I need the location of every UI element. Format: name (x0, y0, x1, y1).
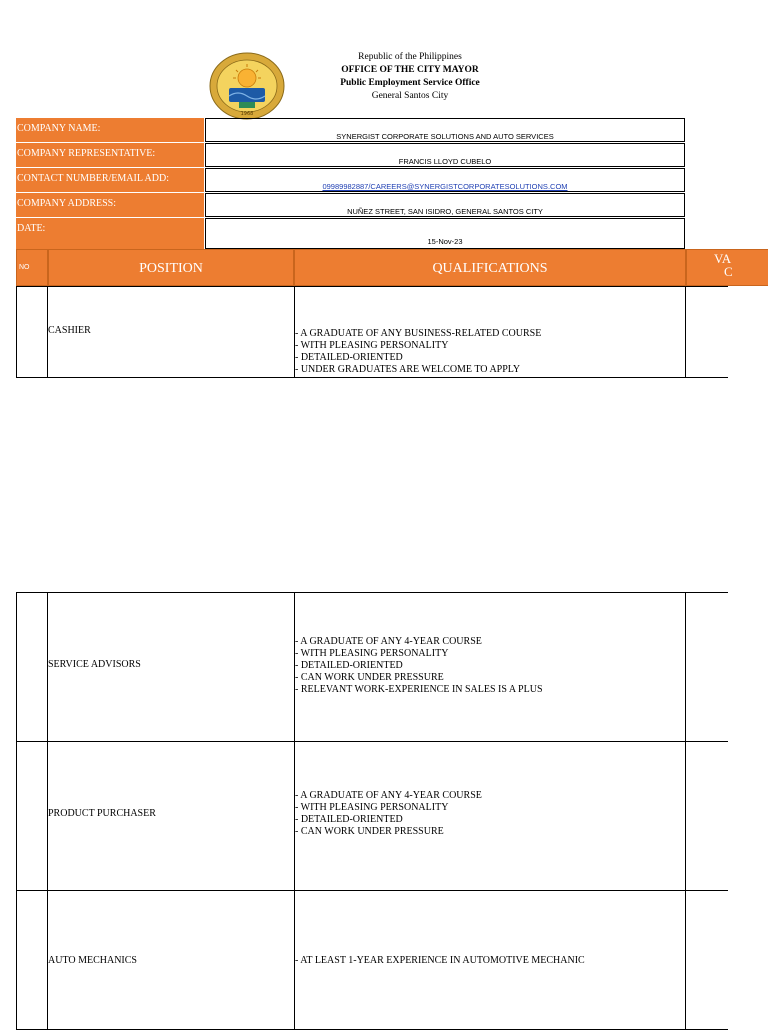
table-row-qualifications (295, 328, 541, 376)
qualification-item: - DETAILED-ORIENTED (295, 352, 403, 363)
qualification-item: - AT LEAST 1-YEAR EXPERIENCE IN AUTOMOTIVE MECHANIC (295, 955, 585, 966)
table-row-qualifications (295, 955, 585, 967)
table-row-qualifications (295, 636, 543, 696)
date-label: DATE: (16, 218, 204, 249)
qualification-item: - A GRADUATE OF ANY 4-YEAR COURSE (295, 636, 482, 647)
column-header-vacancies-line2: C (724, 264, 733, 279)
table-row-vacancies-cell (685, 741, 728, 891)
qualification-item: - DETAILED-ORIENTED (295, 660, 403, 671)
column-header-vacancies-line1: VA (714, 251, 732, 266)
company-name-label: COMPANY NAME: (16, 118, 204, 142)
company-name-value: SYNERGIST CORPORATE SOLUTIONS AND AUTO SERVICES (205, 118, 685, 142)
table-row-vacancies-cell (685, 286, 728, 378)
qualification-item: - DETAILED-ORIENTED (295, 814, 403, 825)
table-row-qualifications (295, 790, 482, 838)
company-representative-label: COMPANY REPRESENTATIVE: (16, 143, 204, 167)
table-row-position: SERVICE ADVISORS (48, 659, 141, 670)
table-row-no-cell (16, 890, 48, 1030)
column-header-qualifications: QUALIFICATIONS (294, 249, 686, 286)
table-row-no-cell (16, 286, 48, 378)
qualification-item: - UNDER GRADUATES ARE WELCOME TO APPLY (295, 364, 521, 375)
city-seal-logo (209, 52, 285, 120)
header-division: Public Employment Service Office (340, 78, 480, 88)
column-header-vacancies (686, 249, 768, 286)
company-address-value: NUÑEZ STREET, SAN ISIDRO, GENERAL SANTOS CITY (205, 193, 685, 217)
qualification-item: - RELEVANT WORK-EXPERIENCE IN SALES IS A PLUS (295, 684, 543, 695)
table-row-vacancies-cell (685, 890, 728, 1030)
column-header-no: NO (16, 249, 48, 286)
company-address-label: COMPANY ADDRESS: (16, 193, 204, 217)
qualification-item: - WITH PLEASING PERSONALITY (295, 802, 449, 813)
qualification-item: - WITH PLEASING PERSONALITY (295, 340, 449, 351)
header-office: OFFICE OF THE CITY MAYOR (341, 65, 479, 75)
table-row-no-cell (16, 741, 48, 891)
table-row-vacancies-cell (685, 592, 728, 742)
header-republic: Republic of the Philippines (358, 52, 462, 62)
table-row-position: CASHIER (48, 325, 91, 336)
contact-email-link[interactable]: 09989982887/CAREERS@SYNERGISTCORPORATESOLUTIONS.COM (205, 168, 685, 192)
header-city: General Santos City (371, 91, 449, 101)
date-value: 15-Nov-23 (205, 218, 685, 249)
qualification-item: - A GRADUATE OF ANY 4-YEAR COURSE (295, 790, 482, 801)
qualification-item: - CAN WORK UNDER PRESSURE (295, 672, 444, 683)
table-row-no-cell (16, 592, 48, 742)
column-header-position: POSITION (48, 249, 294, 286)
contact-label: CONTACT NUMBER/EMAIL ADD: (16, 168, 204, 192)
company-representative-value: FRANCIS LLOYD CUBELO (205, 143, 685, 167)
qualification-item: - WITH PLEASING PERSONALITY (295, 648, 449, 659)
seal-year: 1968 (240, 111, 254, 117)
qualification-item: - A GRADUATE OF ANY BUSINESS-RELATED COURSE (295, 328, 542, 339)
table-row-position: AUTO MECHANICS (48, 955, 137, 966)
qualification-item: - CAN WORK UNDER PRESSURE (295, 826, 444, 837)
table-row-position: PRODUCT PURCHASER (48, 808, 156, 819)
